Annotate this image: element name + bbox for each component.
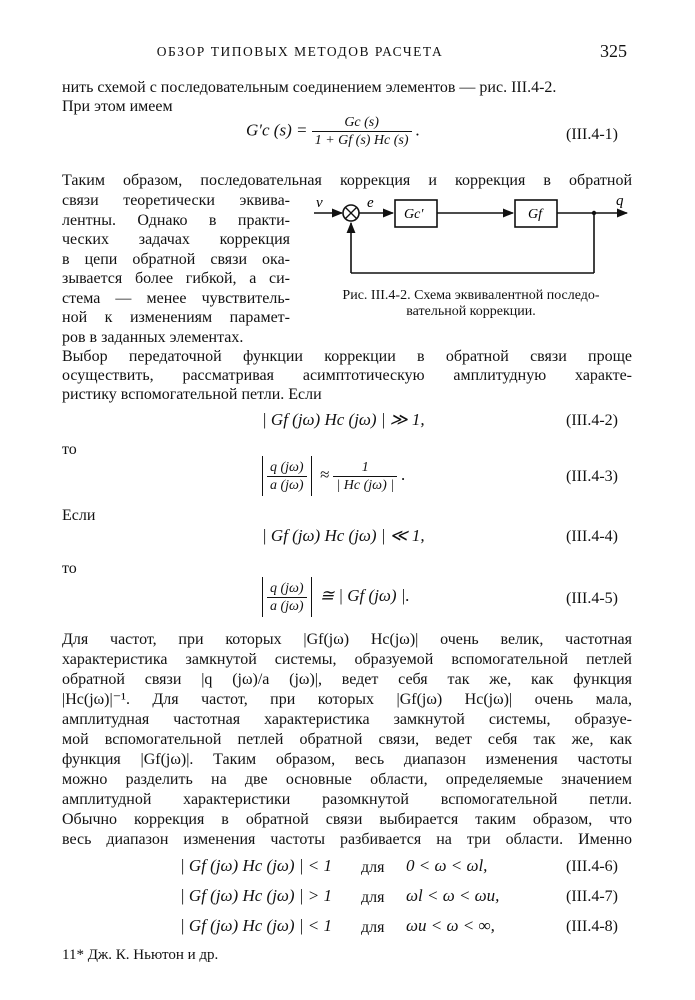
side-line-7: ной к изменениям парамет- — [62, 309, 290, 326]
side-line-6: стема — менее чувствитель- — [62, 289, 290, 307]
eq3-rhs-denominator: | Hc (jω) | — [336, 477, 395, 493]
side-line-3: ческих задачах коррекция — [62, 231, 290, 248]
para3-line-6: мой вспомогательной петлей обратной связи, ведет себя так же, как — [62, 731, 632, 748]
para2-line-1: Выбор передаточной функции коррекции в обратной связи проще — [62, 348, 632, 365]
equation-4: | Gf (jω) Hc (jω) | ≪ 1, — [262, 526, 425, 545]
side-line-4: в цепи обратной связи ока- — [62, 250, 290, 268]
equation-2-number: (III.4-2) — [566, 412, 618, 429]
signature-footer: 11* Дж. К. Ньютон и др. — [62, 947, 219, 963]
eq3-denominator: a (jω) — [270, 477, 304, 493]
equation-7-number: (III.4-7) — [566, 888, 618, 905]
para3-line-5: амплитудная частотная характеристика замкнутой системы, образуе- — [62, 711, 632, 728]
eq3-tail: . — [401, 464, 406, 484]
equation-1-number: (III.4-1) — [566, 126, 618, 143]
para3-line-4: |Hc(jω)|⁻¹. Для частот, при которых |Gf(jω) Hc(jω)| очень мала, — [62, 691, 632, 708]
block-plant-label: Gf — [528, 207, 542, 222]
side-line-5: зывается более гибкой, а си- — [62, 270, 290, 287]
equation-1 — [246, 114, 420, 149]
word-to-1: то — [62, 441, 77, 458]
para3-line-1: Для частот, при которых |Gf(jω) Hc(jω)| очень велик, частотная — [62, 631, 632, 648]
intro-line-2: При этом имеем — [62, 98, 173, 115]
equation-4-number: (III.4-4) — [566, 528, 618, 545]
eq3-rhs-numerator: 1 — [333, 459, 397, 477]
paragraph-intro-correction: Таким образом, последовательная коррекция и коррекция в обратной — [62, 172, 632, 189]
side-line-2: лентны. Однако в практи- — [62, 211, 290, 229]
para3-line-7: функция |Gf(jω)|. Таким образом, весь диапазон изменения частоты — [62, 751, 632, 768]
eq3-numerator: q (jω) — [267, 459, 307, 477]
intro-line-1: нить схемой с последовательным соединением элементов — рис. III.4-2. — [62, 79, 557, 96]
equation-3-number: (III.4-3) — [566, 468, 618, 485]
para2-line-3: ристику вспомогательной петли. Если — [62, 386, 322, 403]
equation-6-number: (III.4-6) — [566, 858, 618, 875]
error-label: e — [367, 195, 374, 211]
para3-line-3: обратной связи |q (jω)/a (jω)|, ведет себя так же, как функция — [62, 671, 632, 688]
para3-line-10: Обычно коррекция в обратной связи выбирается таким образом, что — [62, 811, 632, 828]
equation-8-lhs: | Gf (jω) Hc (jω) | < 1 — [180, 916, 332, 935]
equation-7-for: для — [361, 889, 385, 906]
equation-2: | Gf (jω) Hc (jω) | ≫ 1, — [262, 410, 425, 429]
eq5-rhs: ≅ | Gf (jω) |. — [319, 585, 410, 605]
equation-6-lhs: | Gf (jω) Hc (jω) | < 1 — [180, 856, 332, 875]
equation-7-condition: ωl < ω < ωu, — [406, 886, 500, 905]
para2-line-2: осуществить, рассматривая асимптотическую амплитудную характе- — [62, 367, 632, 384]
equation-8-number: (III.4-8) — [566, 918, 618, 935]
word-to-2: то — [62, 560, 77, 577]
para3-line-2: характеристика замкнутой системы, образуемой вспомогательной петлей — [62, 651, 632, 668]
eq1-fraction — [312, 114, 412, 149]
para3-line-9: амплитудной характеристики разомкнутой вспомогательной петли. — [62, 791, 632, 808]
equation-5 — [258, 577, 410, 617]
para3-line-11: весь диапазон изменения частоты разбивается на три области. Именно — [62, 831, 632, 848]
equation-6-condition: 0 < ω < ωl, — [406, 856, 488, 875]
figure-caption-line-2: вательной коррекции. — [406, 304, 536, 319]
equation-6-for: для — [361, 859, 385, 876]
word-if: Если — [62, 507, 96, 524]
equation-5-number: (III.4-5) — [566, 590, 618, 607]
equation-8-for: для — [361, 919, 385, 936]
eq1-tail: . — [415, 120, 421, 140]
input-label: v — [316, 195, 323, 211]
para3-line-8: можно разделить на две основные области, определяемые значением — [62, 771, 632, 788]
equation-7-lhs: | Gf (jω) Hc (jω) | > 1 — [180, 886, 332, 905]
side-line-8: ров в заданных элементах. — [62, 328, 244, 346]
eq5-denominator: a (jω) — [270, 598, 304, 614]
eq1-denominator: 1 + Gf (s) Hc (s) — [314, 133, 409, 148]
equation-3 — [258, 456, 406, 496]
eq1-numerator: Gc (s) — [312, 114, 412, 132]
figure-caption-line-1: Рис. III.4-2. Схема эквивалентной последо- — [342, 288, 600, 303]
block-compensator-label: Gc′ — [404, 207, 424, 222]
side-line-1: связи теоретически эквива- — [62, 192, 290, 209]
equation-8-condition: ωu < ω < ∞, — [406, 916, 495, 935]
page-number: 325 — [600, 41, 627, 61]
output-label: q — [616, 193, 624, 209]
eq1-lhs: G′c (s) = — [246, 120, 308, 140]
eq3-approx: ≈ — [319, 464, 330, 484]
running-header: ОБЗОР ТИПОВЫХ МЕТОДОВ РАСЧЕТА — [156, 44, 444, 59]
block-diagram — [300, 190, 640, 282]
eq5-numerator: q (jω) — [267, 580, 307, 598]
